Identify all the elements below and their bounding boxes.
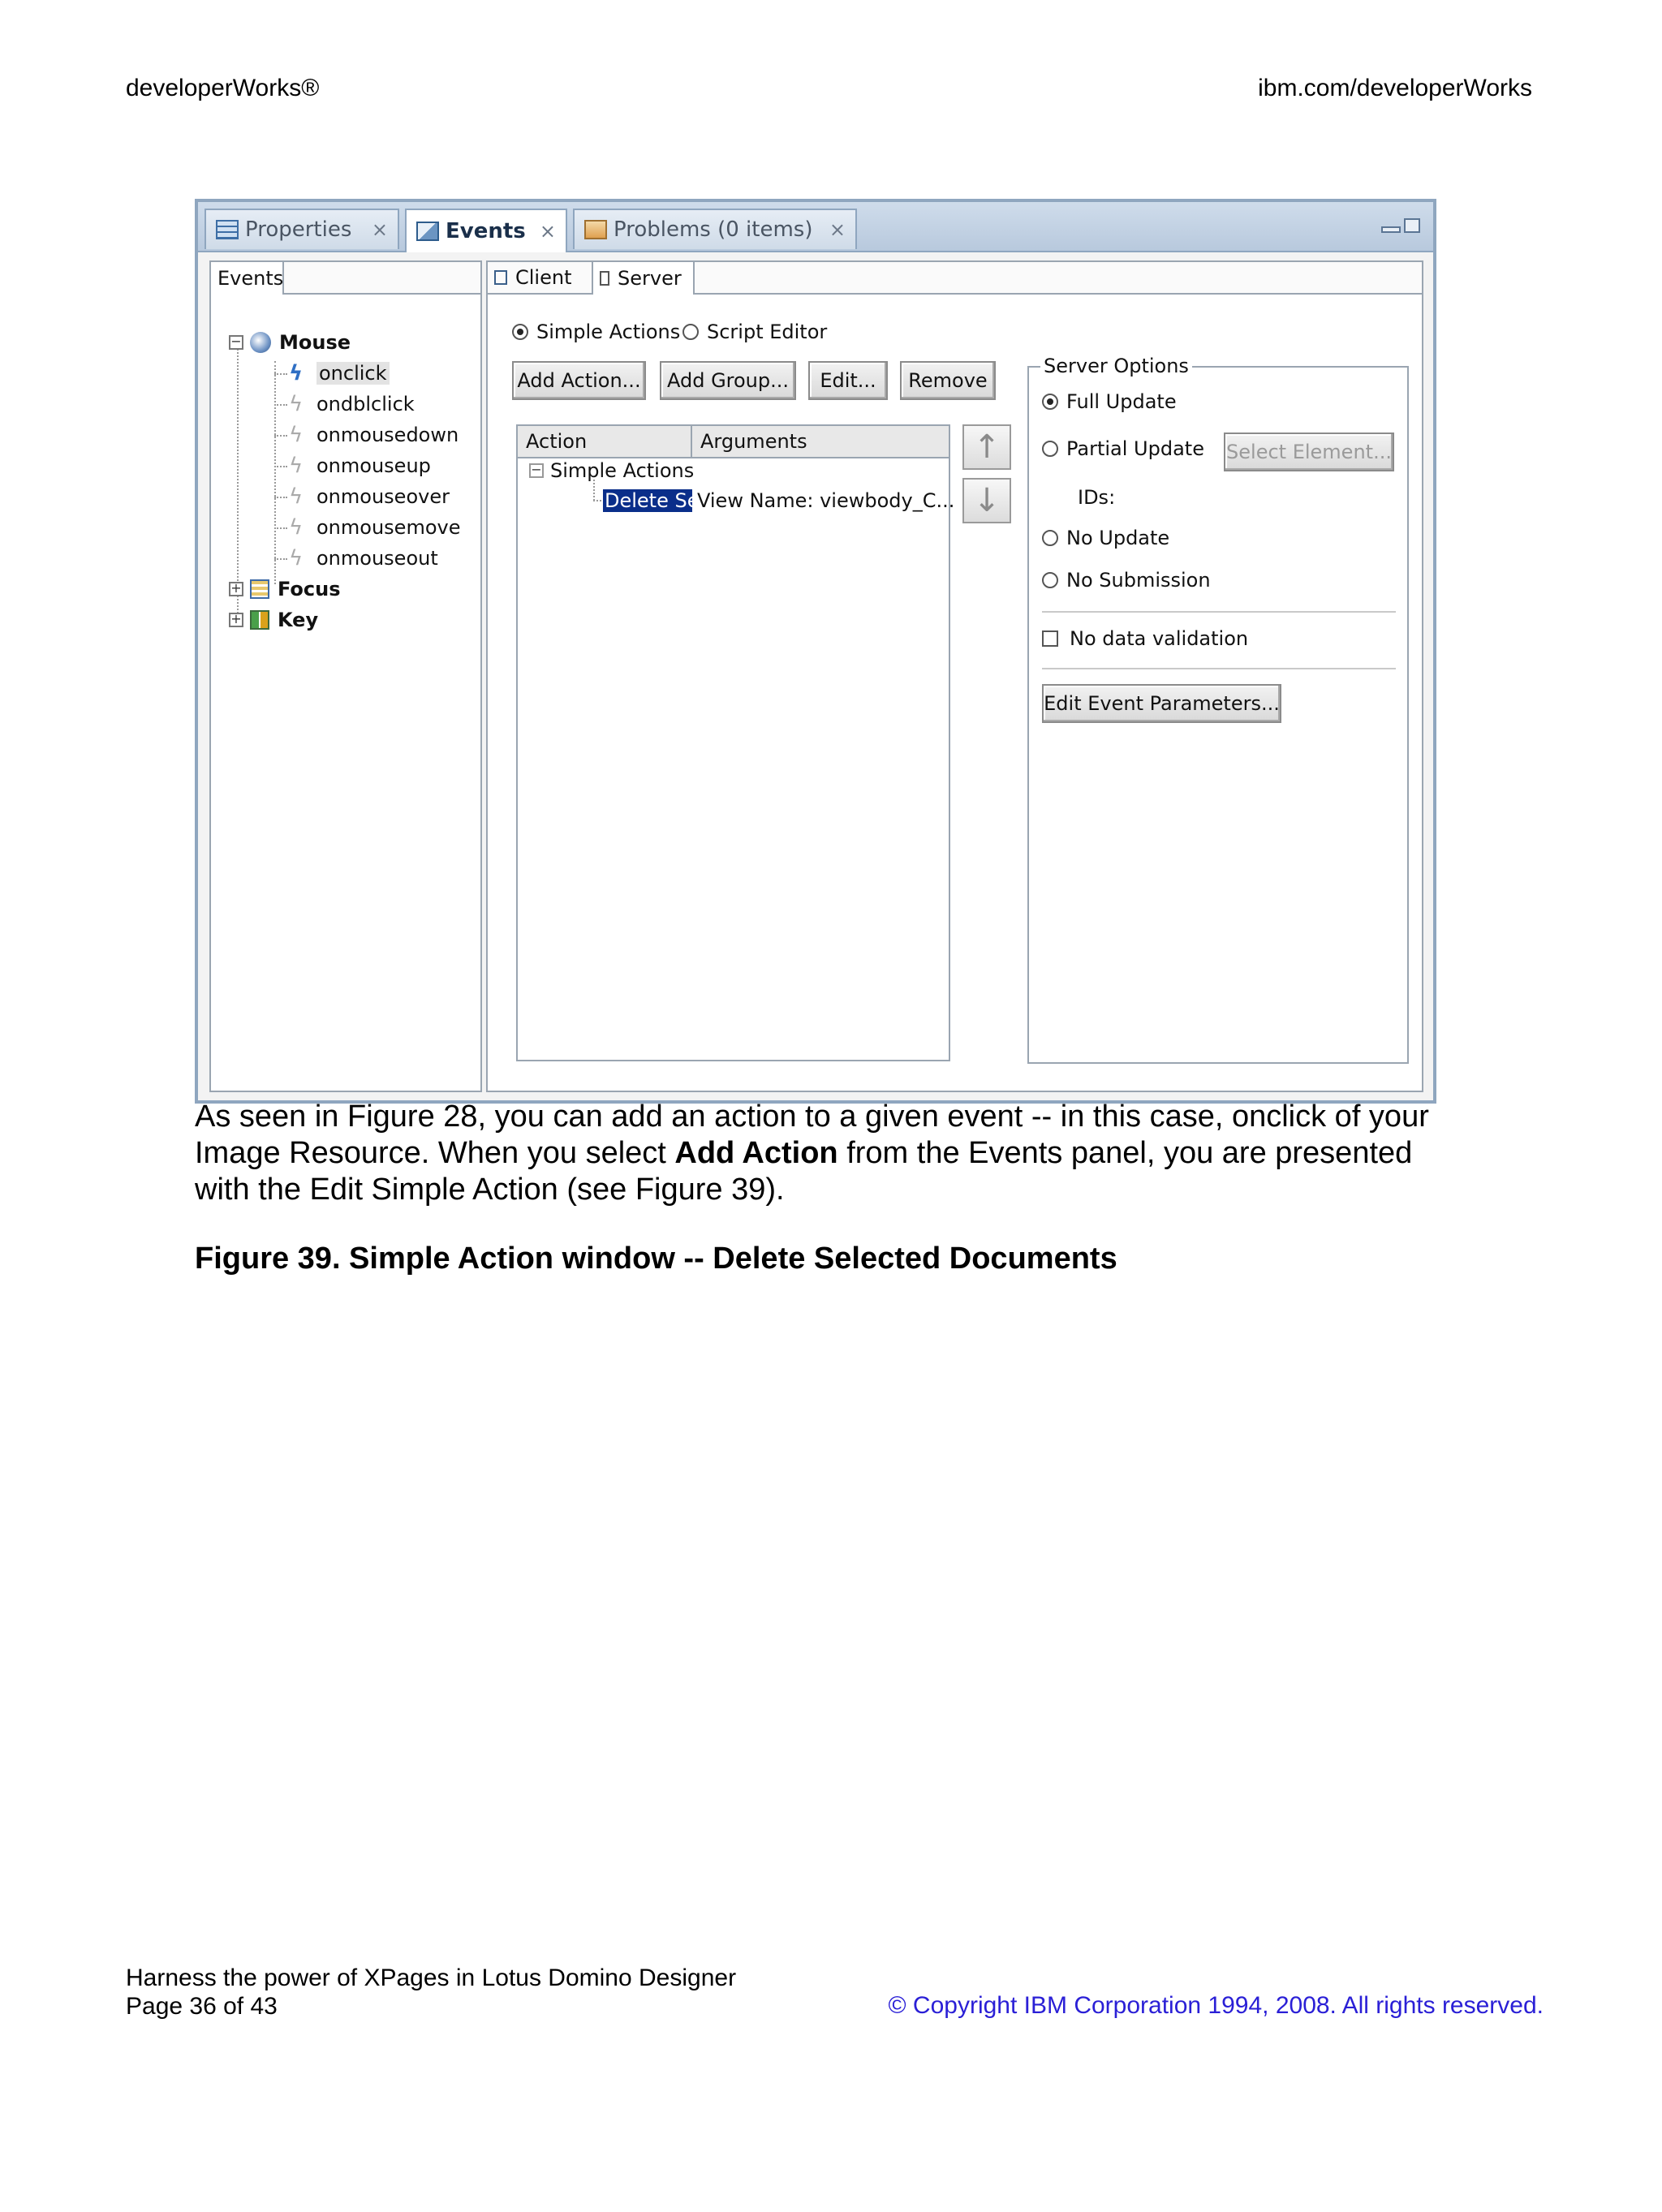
add-action-button[interactable]: Add Action... <box>512 361 646 400</box>
server-options-title: Server Options <box>1040 355 1192 377</box>
no-update-radio[interactable]: No Update <box>1042 527 1169 549</box>
expand-icon[interactable]: + <box>229 613 243 627</box>
move-down-button[interactable] <box>962 478 1011 523</box>
document-title: Harness the power of XPages in Lotus Domino Designer <box>126 1965 737 1991</box>
tab-server[interactable]: Server <box>593 262 695 295</box>
actions-table[interactable] <box>516 424 955 1061</box>
events-tree-pane <box>209 260 482 1092</box>
tab-properties[interactable] <box>205 209 399 249</box>
event-bolt-icon: ϟ <box>289 454 304 478</box>
minimize-maximize-icon[interactable] <box>1381 218 1422 236</box>
tree-node-key[interactable]: + Key <box>229 606 318 634</box>
ids-label: IDs: <box>1078 486 1116 509</box>
event-bolt-icon: ϟ <box>289 515 304 540</box>
problems-icon <box>584 220 607 239</box>
expand-icon[interactable]: + <box>229 582 243 596</box>
no-data-validation-checkbox[interactable]: No data validation <box>1042 627 1248 650</box>
tab-client[interactable]: Client <box>488 262 593 293</box>
column-header-action[interactable]: Action <box>518 426 692 457</box>
focus-icon <box>250 579 269 599</box>
tree-item-onmousedown[interactable]: ϟ onmousedown <box>276 421 459 449</box>
add-group-button[interactable]: Add Group... <box>660 361 796 400</box>
collapse-icon[interactable]: − <box>229 335 243 350</box>
properties-icon <box>216 220 239 239</box>
mouse-icon <box>250 332 271 353</box>
events-panel-screenshot <box>195 199 1436 1104</box>
header-site: ibm.com/developerWorks <box>1258 75 1532 101</box>
tab-label: Events <box>446 219 526 243</box>
arrow-down-icon: ↓ <box>973 482 1001 519</box>
tree-item-onmouseout[interactable]: ϟ onmouseout <box>276 544 438 572</box>
select-element-button[interactable]: Select Element... <box>1224 433 1394 471</box>
tree-item-onmouseover[interactable]: ϟ onmouseover <box>276 483 450 510</box>
view-tab-bar <box>198 202 1433 252</box>
simple-actions-radio[interactable]: Simple Actions <box>512 321 680 343</box>
events-header: Events <box>211 262 284 295</box>
tree-node-mouse[interactable]: − Mouse <box>229 329 351 356</box>
tree-item-ondblclick[interactable]: ϟ ondblclick <box>276 390 415 418</box>
tab-label: Problems (0 items) <box>614 217 813 242</box>
close-icon[interactable]: × <box>539 220 556 243</box>
move-up-button[interactable] <box>962 424 1011 470</box>
tree-node-focus[interactable]: + Focus <box>229 575 341 603</box>
tree-item-onmouseup[interactable]: ϟ onmouseup <box>276 452 431 480</box>
events-icon <box>416 222 439 241</box>
tree-item-onmousemove[interactable]: ϟ onmousemove <box>276 514 460 541</box>
server-options-group <box>1027 355 1409 1064</box>
header-brand: developerWorks® <box>126 75 320 101</box>
add-action-emphasis: Add Action <box>674 1136 838 1170</box>
edit-button[interactable]: Edit... <box>808 361 888 400</box>
collapse-icon[interactable]: − <box>529 463 544 478</box>
table-row-group[interactable]: − Simple Actions <box>529 458 694 483</box>
body-paragraph: As seen in Figure 28, you can add an action to a given event -- in this case, onclick of your Image Resource. When you select Add Action from the Events panel, you are presented with the Edit Simple Action (see Figure 39). <box>195 1100 1429 1207</box>
action-cell: Delete Sele <box>605 489 717 512</box>
event-bolt-icon: ϟ <box>289 392 304 416</box>
server-icon <box>600 271 609 286</box>
tab-label: Properties <box>245 217 352 242</box>
close-icon[interactable]: × <box>371 218 388 241</box>
script-editor-radio[interactable]: Script Editor <box>682 321 827 343</box>
partial-update-radio[interactable]: Partial Update <box>1042 437 1204 460</box>
figure-caption: Figure 39. Simple Action window -- Delete Selected Documents <box>195 1242 1117 1276</box>
client-icon <box>494 270 507 285</box>
edit-event-parameters-button[interactable]: Edit Event Parameters... <box>1042 684 1281 723</box>
arguments-cell: View Name: viewbody_C... <box>697 489 955 512</box>
arrow-up-icon: ↑ <box>973 428 1001 466</box>
column-header-arguments[interactable]: Arguments <box>700 430 807 453</box>
table-row[interactable] <box>603 488 954 514</box>
event-bolt-icon: ϟ <box>289 423 304 447</box>
remove-button[interactable]: Remove <box>900 361 996 400</box>
close-icon[interactable]: × <box>829 218 846 241</box>
event-bolt-icon: ϟ <box>289 484 304 509</box>
event-bolt-icon: ϟ <box>289 361 304 385</box>
no-submission-radio[interactable]: No Submission <box>1042 569 1211 592</box>
event-actions-pane <box>486 260 1423 1092</box>
page-number: Page 36 of 43 <box>126 1993 278 2020</box>
tab-events[interactable] <box>405 209 567 252</box>
footer-left <box>126 1964 736 2020</box>
tab-problems[interactable] <box>573 209 857 249</box>
full-update-radio[interactable]: Full Update <box>1042 390 1177 413</box>
copyright-link[interactable]: © Copyright IBM Corporation 1994, 2008. All rights reserved. <box>888 1992 1544 2019</box>
event-bolt-icon: ϟ <box>289 546 304 570</box>
key-icon <box>250 610 269 630</box>
tree-item-onclick[interactable]: ϟ onclick <box>276 359 390 387</box>
